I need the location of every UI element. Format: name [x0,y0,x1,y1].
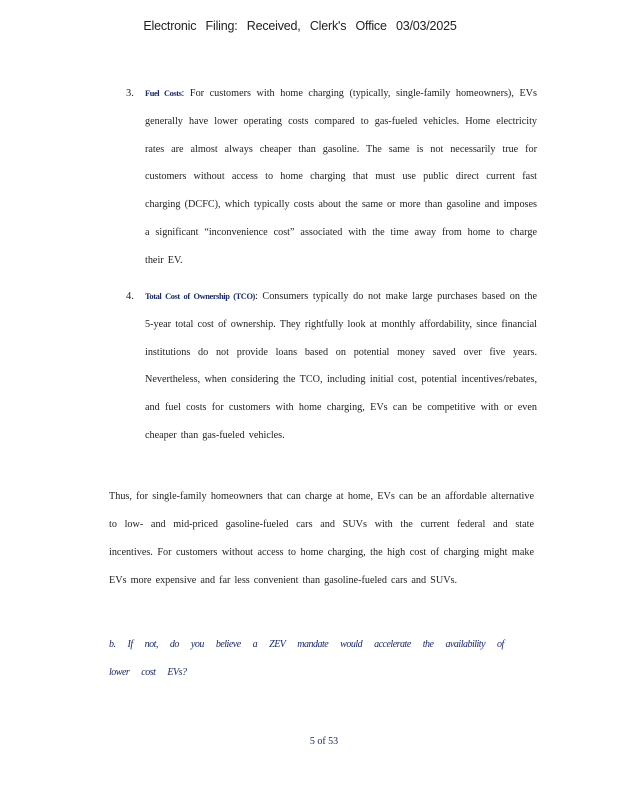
page-number: 5 of 53 [309,736,339,747]
list-item-number: 3. [126,88,134,99]
question-heading: b. If not, do you believe a ZEV mandate would accelerate the availability of lower cost EVs? [109,639,504,678]
list-item-term: Fuel Costs [145,89,182,98]
filing-header: Electronic Filing: Received, Clerk's Office 03/03/2025 [143,19,457,33]
list-item-text: : Consumers typically do not make large purchases based on the 5-year total cost of ownership. They rightfully look at monthly affordability, since financial institutions do not provide loans based on potential money saved over five years. Nevertheless, when considering the TCO, including initial cost, potential incentives/rebates, and fuel costs for customers with home charging, EVs can be competitive with or even cheaper than gas-fueled vehicles. [145,291,537,441]
list-item-body [145,283,537,450]
body-paragraph: Thus, for single-family homeowners that can charge at home, EVs can be an affordable alternative to low- and mid-priced gasoline-fueled cars and SUVs with the current federal and state incentives. For customers without access to home charging, the high cost of charging might make EVs more expensive and far less convenient than gasoline-fueled cars and SUVs. [109,491,534,586]
list-item-term: Total Cost of Ownership (TCO) [145,292,255,301]
list-item-text: : For customers with home charging (typically, single-family homeowners), EVs generally have lower operating costs compared to gas-fueled vehicles. Home electricity rates are almost always cheaper than gasoline. The same is not necessarily true for customers without access to home charging that must use public direct current fast charging (DCFC), which typically costs about the same or more than gasoline and imposes a significant “inconvenience cost” associated with the time away from home to charge their EV. [145,88,537,266]
list-item-body [145,80,537,275]
list-item-total-cost-of-ownership [0,283,618,450]
list-item-fuel-costs [0,80,618,275]
list-item-number: 4. [126,291,134,302]
